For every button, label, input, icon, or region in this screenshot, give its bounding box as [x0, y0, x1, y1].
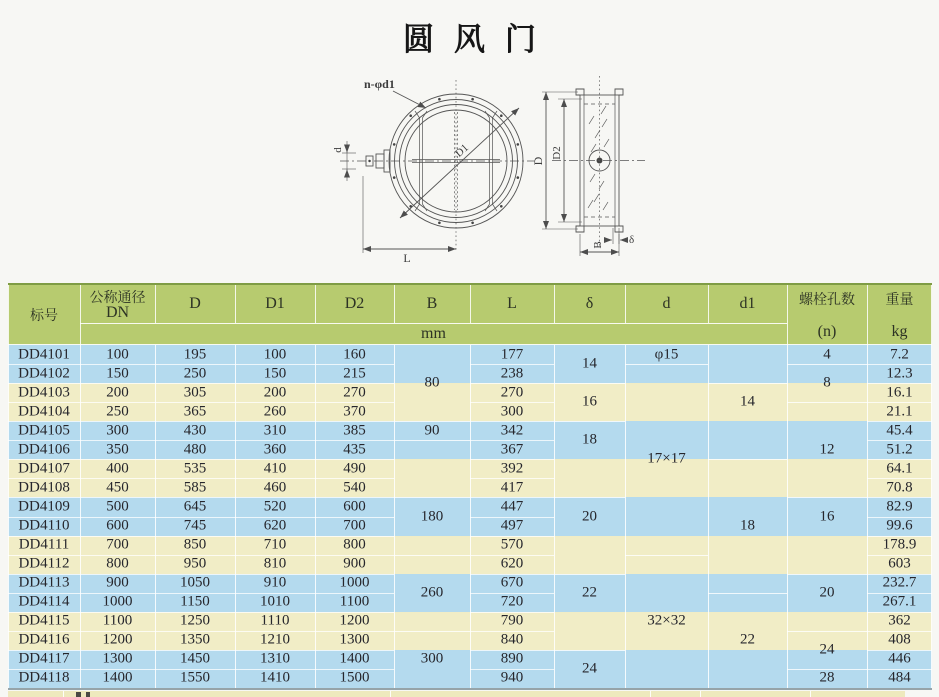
header-L: L	[507, 295, 517, 312]
cell-dn-4: 250	[106, 403, 129, 420]
cell-dn-9: 500	[106, 498, 129, 515]
cell-D-17: 1450	[180, 650, 210, 667]
header-unit-mm: mm	[421, 325, 446, 342]
cell-model-14: DD4114	[18, 593, 70, 610]
header-D: D	[189, 295, 201, 312]
cell-dn-3: 200	[106, 384, 129, 401]
cell-model-12: DD4112	[18, 555, 70, 572]
header-kg-line1: 重量	[885, 293, 914, 308]
cell-D-7: 535	[183, 460, 207, 477]
cell-L-10: 497	[500, 517, 524, 534]
cell-kg-1: 7.2	[890, 346, 909, 363]
cell-kg-5: 45.4	[886, 422, 913, 439]
v-grid-line	[625, 285, 626, 323]
cell-delta-r1-2: 14	[582, 355, 597, 372]
h-grid-line	[394, 440, 470, 441]
cell-D-15: 1250	[180, 612, 210, 629]
cell-L-12: 620	[500, 555, 524, 572]
cell-D2-17: 1400	[339, 650, 370, 667]
cell-D-9: 645	[183, 498, 207, 515]
header-kg-line2: kg	[891, 323, 908, 340]
cell-dn-5: 300	[106, 422, 129, 439]
cell-dn-8: 450	[106, 479, 129, 496]
h-grid-line	[787, 631, 867, 632]
v-grid-line	[931, 285, 932, 688]
v-grid-line	[394, 285, 395, 323]
cell-D-13: 1050	[180, 574, 210, 591]
header-D2: D2	[344, 295, 365, 312]
cell-n-r2-3: 8	[823, 374, 831, 391]
cell-D1-8: 460	[263, 479, 287, 496]
cell-D2-4: 370	[343, 403, 366, 420]
cell-n-r1-1: 4	[823, 346, 831, 363]
cell-D1-12: 810	[263, 555, 287, 572]
cell-D1-15: 1110	[260, 612, 290, 629]
cell-L-2: 238	[500, 365, 524, 382]
width-b-label: B	[592, 241, 604, 249]
cell-d-r2-11: 17×17	[647, 450, 686, 467]
cell-model-17: DD4117	[18, 650, 70, 667]
cell-D-18: 1550	[180, 669, 210, 686]
cell-n-r16-17: 24	[819, 641, 835, 658]
cell-n-r18-18: 28	[819, 669, 835, 686]
cell-dn-10: 600	[106, 517, 129, 534]
cell-n-r13-14: 20	[819, 584, 835, 601]
thickness-delta-label: δ	[629, 234, 635, 246]
header-delta: δ	[585, 295, 594, 312]
cell-D2-9: 600	[343, 498, 366, 515]
v-grid-line	[708, 285, 709, 323]
cell-dn-15: 1100	[102, 612, 133, 629]
outer-d-label: D	[531, 156, 545, 166]
page-title: 圆风门	[403, 22, 556, 57]
cell-D2-6: 435	[343, 441, 366, 458]
cell-kg-10: 99.6	[886, 517, 913, 534]
header-dn-line1: 公称通径	[89, 291, 146, 306]
v-grid-line	[8, 285, 9, 688]
cell-model-7: DD4107	[18, 460, 70, 477]
cell-B-r5-5: 90	[424, 422, 440, 439]
cell-D1-11: 710	[263, 536, 287, 553]
cell-D-10: 745	[183, 517, 207, 534]
cell-delta-r9-10: 20	[582, 508, 597, 524]
cell-delta-r17-18: 24	[582, 660, 597, 677]
cell-kg-16: 408	[888, 631, 911, 648]
cell-D-3: 305	[183, 384, 207, 401]
table-bottom-border	[8, 688, 932, 690]
v-grid-line	[867, 285, 868, 688]
header-d: d	[662, 295, 671, 312]
h-grid-line	[708, 459, 787, 460]
h-grid-line	[554, 421, 625, 422]
cell-kg-6: 51.2	[886, 441, 913, 458]
cell-n-r4-8: 12	[819, 441, 835, 458]
h-grid-line	[708, 383, 787, 384]
v-grid-line	[787, 285, 788, 688]
cell-D1-16: 1210	[260, 631, 290, 648]
cell-D1-9: 520	[263, 498, 287, 515]
v-grid-line	[470, 285, 471, 323]
cell-dn-16: 1200	[102, 631, 133, 648]
cell-kg-2: 12.3	[886, 365, 913, 382]
cell-model-10: DD4110	[18, 517, 70, 534]
h-grid-line	[787, 497, 867, 498]
cell-L-17: 890	[500, 650, 524, 667]
cell-L-9: 447	[500, 498, 524, 515]
h-grid-line	[787, 402, 867, 403]
cell-d1-r7-13: 18	[740, 517, 755, 534]
cell-d1-r14-18: 22	[740, 631, 755, 648]
bolt-circle-d2-label: D2	[551, 146, 563, 160]
cell-D-4: 365	[183, 403, 207, 420]
cell-dn-12: 800	[106, 555, 129, 572]
cutoff-next-row	[8, 691, 905, 697]
cell-model-13: DD4113	[18, 574, 70, 591]
cell-L-8: 417	[500, 479, 524, 496]
cell-D1-17: 1310	[260, 650, 290, 667]
cell-dn-1: 100	[106, 346, 129, 363]
cell-D1-13: 910	[263, 574, 287, 591]
header-n-line1: 螺栓孔数	[799, 293, 855, 308]
cell-D2-16: 1300	[339, 631, 370, 648]
cell-D1-6: 360	[263, 441, 287, 458]
cell-dn-11: 700	[106, 536, 129, 553]
cell-D1-3: 200	[263, 384, 287, 401]
h-grid-line	[708, 593, 787, 594]
cell-L-7: 392	[500, 460, 524, 477]
cell-L-18: 940	[500, 669, 524, 686]
v-grid-line	[708, 345, 709, 688]
cell-model-3: DD4103	[18, 384, 70, 401]
cell-n-r9-10: 16	[819, 508, 835, 524]
h-grid-line	[554, 650, 625, 651]
cell-L-13: 670	[500, 574, 524, 591]
header-split-line	[80, 323, 787, 324]
cell-L-5: 342	[500, 422, 524, 439]
v-grid-line	[315, 285, 316, 323]
v-grid-line	[625, 345, 626, 688]
cell-d-r1-1: φ15	[654, 346, 679, 363]
cell-D-5: 430	[183, 422, 207, 439]
shaft-d-label: d	[332, 147, 344, 153]
h-grid-line	[625, 364, 708, 365]
cell-kg-7: 64.1	[886, 460, 913, 477]
cell-dn-7: 400	[106, 460, 129, 477]
cell-kg-17: 446	[888, 650, 911, 667]
cell-model-2: DD4102	[18, 365, 70, 382]
cell-model-18: DD4118	[18, 669, 70, 686]
cell-B-r9-10: 180	[420, 508, 444, 524]
cell-kg-14: 267.1	[882, 593, 917, 610]
cell-D-2: 250	[183, 365, 207, 382]
cell-model-6: DD4106	[18, 441, 70, 458]
cell-kg-4: 21.1	[886, 403, 913, 420]
cell-D2-14: 1100	[339, 593, 370, 610]
cell-d1-r3-4: 14	[740, 393, 755, 410]
cell-D1-18: 1410	[260, 669, 290, 686]
cell-L-14: 720	[500, 593, 524, 610]
cell-L-3: 270	[500, 384, 524, 401]
cell-L-1: 177	[500, 346, 524, 363]
cell-model-4: DD4104	[18, 403, 70, 420]
cell-kg-15: 362	[888, 612, 911, 629]
cell-D1-10: 620	[263, 517, 287, 534]
cell-D2-1: 160	[343, 346, 366, 363]
v-grid-line	[554, 285, 555, 323]
cell-D2-8: 540	[343, 479, 366, 496]
cell-D2-13: 1000	[339, 574, 370, 591]
header-n-line2: (n)	[817, 323, 837, 340]
cell-D2-7: 490	[343, 460, 366, 477]
cell-D2-11: 800	[343, 536, 366, 553]
cell-D-11: 850	[183, 536, 207, 553]
cell-d-r12-18: 32×32	[647, 612, 686, 629]
header-model: 标号	[30, 309, 58, 324]
h-grid-line	[625, 555, 708, 556]
cell-D2-3: 270	[343, 384, 366, 401]
cell-delta-r13-14: 22	[582, 584, 597, 601]
cell-D2-12: 900	[343, 555, 366, 572]
cell-kg-12: 603	[888, 555, 911, 572]
cell-delta-r3-4: 16	[582, 393, 597, 410]
cell-D1-1: 100	[263, 346, 287, 363]
cell-dn-17: 1300	[102, 650, 133, 667]
v-grid-line	[554, 345, 555, 688]
cell-delta-r5-6: 18	[582, 431, 597, 448]
cell-kg-11: 178.9	[882, 536, 917, 553]
cell-D-1: 195	[183, 346, 207, 363]
cell-model-5: DD4105	[18, 422, 70, 439]
cell-D2-2: 215	[343, 365, 366, 382]
cell-D1-7: 410	[263, 460, 287, 477]
cell-D-14: 1150	[180, 593, 210, 610]
cell-D-12: 950	[183, 555, 207, 572]
cell-L-16: 840	[500, 631, 524, 648]
cell-D-6: 480	[183, 441, 207, 458]
cell-dn-18: 1400	[102, 669, 133, 686]
cell-model-1: DD4101	[18, 346, 70, 363]
v-grid-line	[394, 345, 395, 688]
cell-D2-10: 700	[343, 517, 366, 534]
cell-D1-14: 1010	[260, 593, 290, 610]
h-grid-line	[787, 574, 867, 575]
h-grid-line	[554, 383, 625, 384]
cell-dn-13: 900	[106, 574, 129, 591]
cell-kg-9: 82.9	[886, 498, 913, 515]
cell-L-6: 367	[500, 441, 524, 458]
cell-dn-2: 150	[106, 365, 129, 382]
v-grid-line	[80, 285, 81, 688]
cell-D2-15: 1200	[339, 612, 370, 629]
cell-D-8: 585	[183, 479, 207, 496]
cell-B-r16-18: 300	[420, 650, 444, 667]
cell-kg-8: 70.8	[886, 479, 913, 496]
cell-L-4: 300	[500, 403, 524, 420]
cell-dn-6: 350	[106, 441, 129, 458]
h-grid-line	[554, 497, 625, 498]
v-grid-line	[235, 285, 236, 323]
h-grid-line	[787, 364, 867, 365]
header-d1: d1	[739, 295, 756, 312]
cell-model-11: DD4111	[18, 536, 70, 553]
h-grid-line	[554, 574, 625, 575]
cell-kg-13: 232.7	[882, 574, 917, 591]
blade-d1-label: D1	[452, 141, 472, 160]
cell-D2-5: 385	[343, 422, 366, 439]
header-B: B	[426, 295, 438, 312]
header-D1: D1	[265, 295, 285, 312]
cell-L-15: 790	[500, 612, 524, 629]
v-grid-line	[155, 285, 156, 323]
cell-D1-2: 150	[263, 365, 287, 382]
cell-B-r12-15: 260	[420, 584, 444, 601]
cell-model-15: DD4115	[18, 612, 70, 629]
cell-kg-3: 16.1	[886, 384, 913, 401]
cell-B-r1-4: 80	[424, 374, 440, 391]
cell-model-8: DD4108	[18, 479, 70, 496]
cell-D2-18: 1500	[339, 669, 370, 686]
cell-D1-4: 260	[263, 403, 287, 420]
header-dn-line2: DN	[105, 304, 130, 321]
cell-kg-18: 484	[888, 669, 911, 686]
cell-dn-14: 1000	[102, 593, 133, 610]
cell-D-16: 1350	[180, 631, 210, 648]
h-grid-line	[394, 555, 470, 556]
cell-L-11: 570	[500, 536, 524, 553]
cell-D1-5: 310	[263, 422, 287, 439]
cell-model-16: DD4116	[18, 631, 70, 648]
bolt-holes-label: n-φd1	[364, 77, 395, 91]
h-grid-line	[394, 497, 470, 498]
cell-model-9: DD4109	[18, 498, 70, 515]
length-l-label: L	[403, 251, 411, 265]
h-grid-line	[394, 631, 470, 632]
